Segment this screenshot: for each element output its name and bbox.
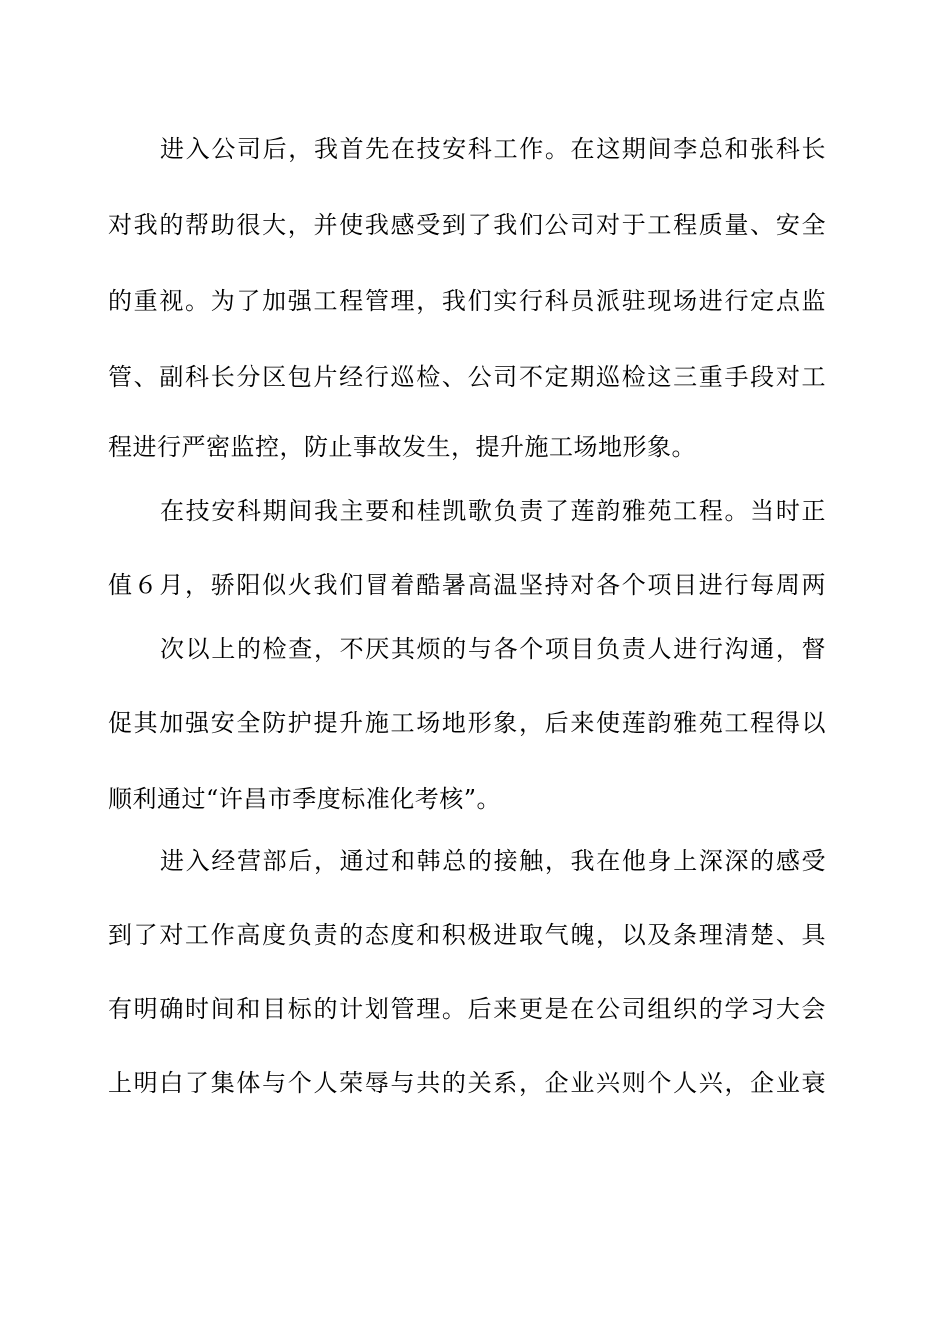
paragraph-4-line-3: 有明确时间和目标的计划管理。后来更是在公司组织的学习大会	[108, 995, 826, 1023]
paragraph-1-line-5: 程进行严密监控，防止事故发生，提升施工场地形象。	[108, 433, 696, 461]
paragraph-1-line-3: 的重视。为了加强工程管理，我们实行科员派驻现场进行定点监	[108, 287, 826, 315]
paragraph-4-line-4: 上明白了集体与个人荣辱与共的关系，企业兴则个人兴，企业衰	[108, 1069, 826, 1097]
paragraph-2-line-1: 在技安科期间我主要和桂凯歌负责了莲韵雅苑工程。当时正	[160, 497, 826, 525]
paragraph-4-line-1: 进入经营部后，通过和韩总的接触，我在他身上深深的感受	[160, 847, 826, 875]
paragraph-3-line-1: 次以上的检查，不厌其烦的与各个项目负责人进行沟通，督	[160, 635, 826, 663]
paragraph-1-line-2: 对我的帮助很大，并使我感受到了我们公司对于工程质量、安全	[108, 211, 826, 239]
paragraph-1-line-1: 进入公司后，我首先在技安科工作。在这期间李总和张科长	[160, 135, 826, 163]
paragraph-2-line-2: 值６月，骄阳似火我们冒着酷暑高温坚持对各个项目进行每周两	[108, 571, 826, 599]
paragraph-4-line-2: 到了对工作高度负责的态度和积极进取气魄，以及条理清楚、具	[108, 921, 826, 949]
paragraph-1-line-4: 管、副科长分区包片经行巡检、公司不定期巡检这三重手段对工	[108, 363, 826, 391]
paragraph-3-line-3: 顺利通过“许昌市季度标准化考核”。	[108, 785, 502, 813]
paragraph-3-line-2: 促其加强安全防护提升施工场地形象，后来使莲韵雅苑工程得以	[108, 709, 826, 737]
